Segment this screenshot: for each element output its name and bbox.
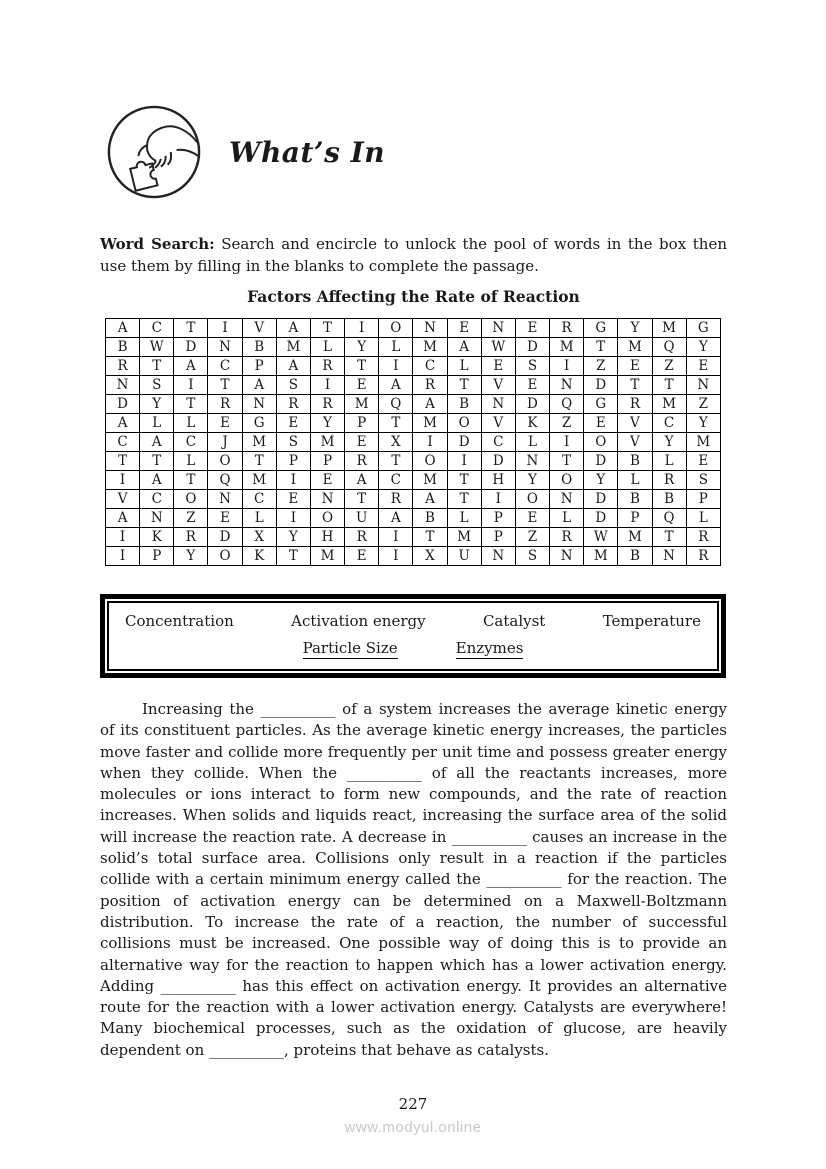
wordsearch-cell: K — [140, 528, 174, 547]
wordsearch-cell: B — [618, 452, 652, 471]
section-title: What’s In — [229, 135, 386, 169]
wordsearch-cell: L — [550, 509, 584, 528]
wordsearch-cell: T — [310, 319, 344, 338]
wordsearch-cell: L — [174, 452, 208, 471]
wordsearch-cell: U — [447, 547, 481, 566]
wordsearch-cell: L — [140, 414, 174, 433]
wordsearch-cell: A — [379, 376, 413, 395]
wordsearch-cell: X — [413, 547, 447, 566]
wordsearch-cell: A — [106, 319, 140, 338]
wordsearch-cell: C — [208, 357, 242, 376]
wordsearch-cell: C — [652, 414, 686, 433]
wordsearch-row — [106, 452, 721, 471]
wordsearch-cell: D — [515, 395, 549, 414]
wordsearch-cell: L — [242, 509, 276, 528]
wordsearch-cell: O — [174, 490, 208, 509]
watermark: www.modyul.online — [344, 1119, 482, 1136]
wordsearch-cell: Z — [652, 357, 686, 376]
wordsearch-cell: D — [208, 528, 242, 547]
word-bank-item: Catalyst — [482, 612, 546, 630]
wordsearch-cell: H — [481, 471, 515, 490]
wordsearch-cell: C — [106, 433, 140, 452]
wordsearch-row — [106, 338, 721, 357]
wordsearch-cell: O — [515, 490, 549, 509]
wordsearch-cell: Q — [652, 338, 686, 357]
wordsearch-cell: V — [481, 414, 515, 433]
wordsearch-cell: I — [447, 452, 481, 471]
wordsearch-cell: T — [106, 452, 140, 471]
wordsearch-cell: Y — [515, 471, 549, 490]
wordsearch-cell: I — [106, 471, 140, 490]
wordsearch-cell: R — [310, 395, 344, 414]
wordsearch-cell: S — [686, 471, 720, 490]
wordsearch-cell: T — [447, 490, 481, 509]
wordsearch-cell: Y — [310, 414, 344, 433]
wordsearch-cell: T — [276, 547, 310, 566]
wordsearch-cell: A — [276, 357, 310, 376]
wordsearch-cell: X — [242, 528, 276, 547]
wordsearch-cell: G — [584, 395, 618, 414]
wordsearch-cell: A — [140, 471, 174, 490]
wordsearch-cell: E — [345, 547, 379, 566]
wordsearch-row — [106, 528, 721, 547]
page-number: 227 — [398, 1095, 428, 1113]
wordsearch-cell: V — [242, 319, 276, 338]
wordsearch-cell: D — [584, 452, 618, 471]
wordsearch-cell: W — [584, 528, 618, 547]
wordsearch-cell: Q — [379, 395, 413, 414]
wordsearch-cell: I — [379, 528, 413, 547]
wordsearch-cell: Y — [584, 471, 618, 490]
wordsearch-cell: B — [618, 490, 652, 509]
wordsearch-cell: C — [140, 319, 174, 338]
wordsearch-cell: P — [242, 357, 276, 376]
wordsearch-cell: G — [584, 319, 618, 338]
wordsearch-cell: I — [481, 490, 515, 509]
wordsearch-row — [106, 471, 721, 490]
wordsearch-cell: P — [140, 547, 174, 566]
wordsearch-cell: V — [481, 376, 515, 395]
wordsearch-cell: I — [106, 528, 140, 547]
wordsearch-cell: M — [413, 471, 447, 490]
wordsearch-cell: A — [276, 319, 310, 338]
wordsearch-cell: I — [413, 433, 447, 452]
wordsearch-cell: A — [379, 509, 413, 528]
wordsearch-cell: T — [174, 395, 208, 414]
wordsearch-cell: N — [242, 395, 276, 414]
wordsearch-cell: P — [276, 452, 310, 471]
wordsearch-cell: D — [447, 433, 481, 452]
wordsearch-cell: I — [276, 471, 310, 490]
wordsearch-cell: D — [106, 395, 140, 414]
wordsearch-cell: M — [310, 433, 344, 452]
wordsearch-cell: E — [515, 376, 549, 395]
wordsearch-cell: N — [652, 547, 686, 566]
wordsearch-cell: T — [242, 452, 276, 471]
wordsearch-cell: R — [686, 528, 720, 547]
wordsearch-cell: K — [515, 414, 549, 433]
wordsearch-cell: N — [515, 452, 549, 471]
wordsearch-cell: C — [481, 433, 515, 452]
wordsearch-cell: E — [310, 471, 344, 490]
wordsearch-cell: D — [584, 490, 618, 509]
wordsearch-cell: D — [174, 338, 208, 357]
word-bank-row-1 — [121, 612, 705, 630]
wordsearch-cell: Y — [174, 547, 208, 566]
wordsearch-cell: T — [413, 528, 447, 547]
wordsearch-cell: Y — [345, 338, 379, 357]
wordsearch-cell: M — [652, 395, 686, 414]
wordsearch-cell: R — [413, 376, 447, 395]
wordsearch-row — [106, 357, 721, 376]
wordsearch-cell: N — [208, 338, 242, 357]
word-bank-inner — [107, 601, 719, 671]
wordsearch-cell: C — [413, 357, 447, 376]
wordsearch-cell: M — [550, 338, 584, 357]
wordsearch-cell: E — [345, 376, 379, 395]
wordsearch-cell: P — [310, 452, 344, 471]
wordsearch-cell: B — [413, 509, 447, 528]
wordsearch-cell: B — [447, 395, 481, 414]
wordsearch-cell: N — [550, 376, 584, 395]
wordsearch-cell: I — [310, 376, 344, 395]
wordsearch-cell: E — [481, 357, 515, 376]
wordsearch-grid-body — [106, 319, 721, 566]
hand-puzzle-icon — [105, 103, 203, 201]
wordsearch-cell: K — [242, 547, 276, 566]
wordsearch-cell: O — [208, 452, 242, 471]
wordsearch-cell: T — [447, 376, 481, 395]
wordsearch-cell: I — [550, 357, 584, 376]
wordsearch-cell: N — [481, 547, 515, 566]
wordsearch-cell: P — [481, 509, 515, 528]
wordsearch-cell: I — [106, 547, 140, 566]
wordsearch-cell: B — [652, 490, 686, 509]
wordsearch-cell: I — [345, 319, 379, 338]
wordsearch-cell: N — [140, 509, 174, 528]
wordsearch-cell: I — [208, 319, 242, 338]
wordsearch-cell: M — [242, 471, 276, 490]
wordsearch-cell: O — [413, 452, 447, 471]
wordsearch-cell: E — [345, 433, 379, 452]
wordsearch-cell: U — [345, 509, 379, 528]
wordsearch-cell: D — [515, 338, 549, 357]
wordsearch-cell: B — [618, 547, 652, 566]
wordsearch-cell: Z — [550, 414, 584, 433]
wordsearch-cell: M — [413, 414, 447, 433]
word-bank-item: Activation energy — [291, 612, 426, 630]
wordsearch-row — [106, 395, 721, 414]
wordsearch-cell: T — [379, 452, 413, 471]
wordsearch-cell: S — [140, 376, 174, 395]
wordsearch-row — [106, 319, 721, 338]
wordsearch-cell: R — [106, 357, 140, 376]
wordsearch-cell: R — [550, 319, 584, 338]
wordsearch-cell: H — [310, 528, 344, 547]
wordsearch-cell: E — [208, 509, 242, 528]
wordsearch-cell: E — [276, 490, 310, 509]
wordsearch-cell: M — [413, 338, 447, 357]
wordsearch-cell: S — [515, 547, 549, 566]
wordsearch-cell: Z — [174, 509, 208, 528]
wordsearch-cell: R — [345, 528, 379, 547]
wordsearch-cell: J — [208, 433, 242, 452]
wordsearch-cell: L — [379, 338, 413, 357]
wordsearch-cell: T — [174, 471, 208, 490]
wordsearch-cell: M — [242, 433, 276, 452]
wordsearch-cell: D — [481, 452, 515, 471]
wordsearch-cell: P — [345, 414, 379, 433]
wordsearch-cell: L — [515, 433, 549, 452]
wordsearch-row — [106, 433, 721, 452]
wordsearch-cell: I — [276, 509, 310, 528]
wordsearch-cell: A — [345, 471, 379, 490]
wordsearch-cell: P — [686, 490, 720, 509]
wordsearch-cell: M — [618, 528, 652, 547]
wordsearch-cell: Y — [652, 433, 686, 452]
wordsearch-cell: T — [379, 414, 413, 433]
wordsearch-cell: E — [686, 452, 720, 471]
wordsearch-cell: R — [174, 528, 208, 547]
wordsearch-cell: T — [550, 452, 584, 471]
wordsearch-cell: G — [686, 319, 720, 338]
wordsearch-cell: L — [174, 414, 208, 433]
wordsearch-cell: B — [242, 338, 276, 357]
wordsearch-cell: E — [686, 357, 720, 376]
wordsearch-cell: R — [686, 547, 720, 566]
wordsearch-cell: T — [345, 357, 379, 376]
wordsearch-cell: A — [106, 509, 140, 528]
word-bank-item: Enzymes — [455, 639, 524, 657]
wordsearch-cell: N — [310, 490, 344, 509]
instructions — [100, 234, 727, 277]
word-bank-item: Temperature — [602, 612, 701, 630]
wordsearch-cell: P — [618, 509, 652, 528]
wordsearch-cell: A — [413, 395, 447, 414]
wordsearch-cell: C — [242, 490, 276, 509]
wordsearch-cell: V — [618, 433, 652, 452]
wordsearch-cell: N — [208, 490, 242, 509]
wordsearch-title: Factors Affecting the Rate of Reaction — [247, 287, 580, 306]
wordsearch-row — [106, 414, 721, 433]
wordsearch-row — [106, 547, 721, 566]
wordsearch-cell: Z — [686, 395, 720, 414]
wordsearch-cell: E — [515, 509, 549, 528]
wordsearch-cell: O — [208, 547, 242, 566]
wordsearch-cell: O — [447, 414, 481, 433]
wordsearch-grid — [105, 318, 721, 566]
wordsearch-cell: O — [310, 509, 344, 528]
wordsearch-cell: M — [584, 547, 618, 566]
wordsearch-cell: L — [447, 357, 481, 376]
wordsearch-cell: M — [345, 395, 379, 414]
wordsearch-cell: T — [140, 452, 174, 471]
word-bank — [100, 594, 726, 678]
wordsearch-cell: L — [686, 509, 720, 528]
wordsearch-cell: I — [550, 433, 584, 452]
word-bank-item: Concentration — [125, 612, 234, 630]
wordsearch-cell: C — [379, 471, 413, 490]
wordsearch-cell: A — [106, 414, 140, 433]
wordsearch-cell: Y — [686, 414, 720, 433]
wordsearch-cell: V — [618, 414, 652, 433]
wordsearch-cell: E — [208, 414, 242, 433]
wordsearch-cell: A — [242, 376, 276, 395]
wordsearch-row — [106, 490, 721, 509]
wordsearch-cell: T — [174, 319, 208, 338]
wordsearch-cell: E — [515, 319, 549, 338]
wordsearch-row — [106, 376, 721, 395]
wordsearch-cell: L — [618, 471, 652, 490]
wordsearch-cell: Z — [584, 357, 618, 376]
wordsearch-cell: A — [447, 338, 481, 357]
wordsearch-cell: R — [310, 357, 344, 376]
wordsearch-cell: B — [106, 338, 140, 357]
wordsearch-row — [106, 509, 721, 528]
wordsearch-cell: I — [174, 376, 208, 395]
wordsearch-cell: Z — [515, 528, 549, 547]
wordsearch-cell: G — [242, 414, 276, 433]
wordsearch-cell: S — [276, 433, 310, 452]
wordsearch-cell: N — [550, 490, 584, 509]
wordsearch-cell: T — [208, 376, 242, 395]
wordsearch-cell: M — [618, 338, 652, 357]
wordsearch-cell: R — [550, 528, 584, 547]
wordsearch-cell: M — [310, 547, 344, 566]
wordsearch-cell: T — [345, 490, 379, 509]
passage: Increasing the __________ of a system increases the average kinetic energy of its constituent particles. As the average kinetic energy increases, the particles move faster and collide more frequently per unit time and possess greater energy when they collide. When the __________ of all the reactants increases, more molecules or ions interact to form new compounds, and the rate of reaction increases. When solids and liquids react, increasing the surface area of the solid will increase the reaction rate. A decrease in __________ causes an increase in the solid’s total surface area. Collisions only result in a reaction if the particles collide with a certain minimum energy called the __________ for the reaction. The position of activation energy can be determined on a Maxwell-Boltzmann distribution. To increase the rate of a reaction, the number of successful collisions must be increased. One possible way of doing this is to provide an alternative way for the reaction to happen which has a lower activation energy. Adding __________ has this effect on activation energy. It provides an alternative route for the reaction with a lower activation energy. Catalysts are everywhere! Many biochemical processes, such as the oxidation of glucose, are heavily dependent on __________, proteins that behave as catalysts. — [100, 700, 727, 1059]
wordsearch-cell: M — [652, 319, 686, 338]
section-header — [105, 103, 385, 201]
wordsearch-cell: Y — [618, 319, 652, 338]
wordsearch-cell: P — [481, 528, 515, 547]
wordsearch-cell: R — [276, 395, 310, 414]
wordsearch-cell: T — [618, 376, 652, 395]
wordsearch-cell: S — [276, 376, 310, 395]
wordsearch-cell: I — [379, 357, 413, 376]
wordsearch-cell: E — [584, 414, 618, 433]
wordsearch-cell: T — [652, 376, 686, 395]
wordsearch-cell: Q — [550, 395, 584, 414]
wordsearch-cell: L — [310, 338, 344, 357]
wordsearch-cell: W — [481, 338, 515, 357]
wordsearch-cell: R — [618, 395, 652, 414]
wordsearch-cell: T — [447, 471, 481, 490]
wordsearch-cell: E — [276, 414, 310, 433]
wordsearch-cell: M — [276, 338, 310, 357]
wordsearch-cell: A — [174, 357, 208, 376]
wordsearch-cell: M — [686, 433, 720, 452]
wordsearch-cell: C — [140, 490, 174, 509]
wordsearch-cell: O — [584, 433, 618, 452]
wordsearch-cell: Y — [140, 395, 174, 414]
wordsearch-cell: D — [584, 376, 618, 395]
wordsearch-cell: W — [140, 338, 174, 357]
wordsearch-cell: E — [618, 357, 652, 376]
wordsearch-cell: R — [379, 490, 413, 509]
wordsearch-cell: N — [481, 395, 515, 414]
wordsearch-cell: N — [550, 547, 584, 566]
wordsearch-cell: C — [174, 433, 208, 452]
wordsearch-cell: R — [652, 471, 686, 490]
wordsearch-cell: I — [379, 547, 413, 566]
wordsearch-cell: N — [481, 319, 515, 338]
wordsearch-cell: A — [413, 490, 447, 509]
wordsearch-cell: R — [208, 395, 242, 414]
wordsearch-cell: D — [584, 509, 618, 528]
wordsearch-cell: Q — [652, 509, 686, 528]
wordsearch-cell: L — [652, 452, 686, 471]
wordsearch-cell: E — [447, 319, 481, 338]
wordsearch-cell: X — [379, 433, 413, 452]
wordsearch-cell: M — [447, 528, 481, 547]
wordsearch-cell: Q — [208, 471, 242, 490]
wordsearch-cell: T — [584, 338, 618, 357]
wordsearch-cell: Y — [686, 338, 720, 357]
word-bank-row-2 — [121, 639, 705, 659]
wordsearch-cell: T — [652, 528, 686, 547]
wordsearch-cell: A — [140, 433, 174, 452]
wordsearch-cell: S — [515, 357, 549, 376]
wordsearch-cell: Y — [276, 528, 310, 547]
wordsearch-cell: T — [140, 357, 174, 376]
wordsearch-cell: L — [447, 509, 481, 528]
wordsearch-cell: R — [345, 452, 379, 471]
wordsearch-cell: O — [379, 319, 413, 338]
wordsearch-cell: O — [550, 471, 584, 490]
instructions-text: Search and encircle to unlock the pool of words in the box then use them by filling in the blanks to complete the passage. — [100, 235, 727, 275]
wordsearch-cell: N — [106, 376, 140, 395]
word-bank-item: Particle Size — [302, 639, 398, 657]
wordsearch-cell: N — [686, 376, 720, 395]
wordsearch-cell: N — [413, 319, 447, 338]
instructions-label: Word Search: — [100, 235, 215, 253]
wordsearch-cell: V — [106, 490, 140, 509]
